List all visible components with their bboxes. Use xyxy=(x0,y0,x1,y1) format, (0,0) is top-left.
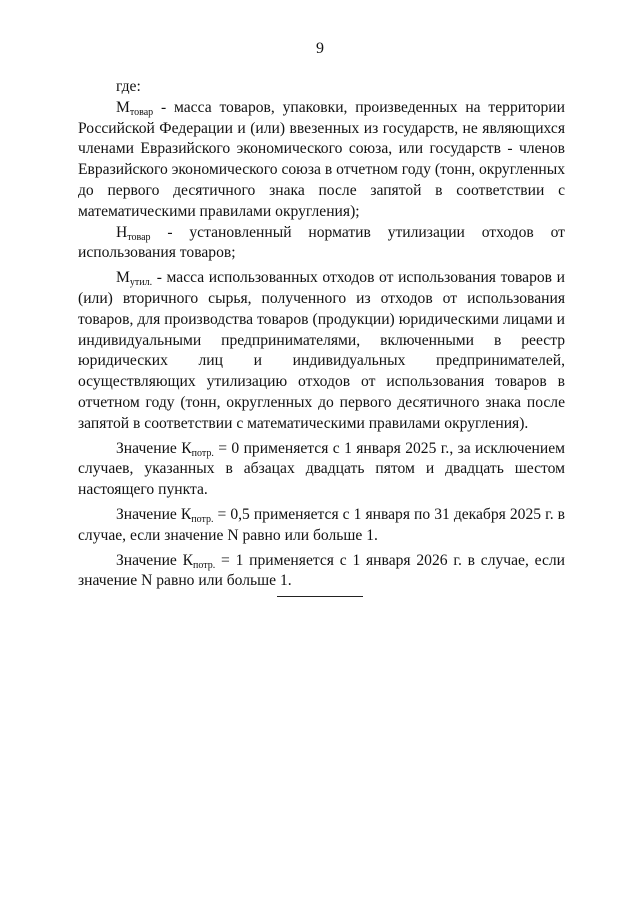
symbol-subscript: потр. xyxy=(193,559,216,571)
symbol-letter: М xyxy=(116,269,130,287)
definition-text: - масса товаров, упаковки, произведенных на территории Российской Федерации и (или) ввезенных из государств, не являющихся членами Евразийского экономического союза, или государств - членов Евразийского экономического союза в отчетном году (тонн, округленных до первого десятичного знака после запятой в соответствии с математическими правилами округления); xyxy=(78,98,565,220)
symbol-letter: Н xyxy=(116,223,128,241)
definition-text: - установленный норматив утилизации отходов от использования товаров; xyxy=(78,223,565,262)
definition-m-tovar xyxy=(78,98,565,223)
definition-text: - масса использованных отходов от использования товаров и (или) вторичного сырья, полученного из отходов от использования товаров, для производства товаров (продукции) юридическими лицами и индивидуальными предпринимателями, включенными в реестр юридических лиц и индивидуальных предпринимателей, осуществляющих утилизацию отходов от использования товаров в отчетном году (тонн, округленных до первого десятичного знака после запятой в соответствии с математическими правилами округления). xyxy=(78,269,565,432)
value-prefix: Значение xyxy=(116,505,181,523)
where-label: где: xyxy=(116,78,141,95)
symbol-subscript: потр. xyxy=(191,447,214,459)
value-text: = 0 применяется с 1 января 2025 г., за исключением случаев, указанных в абзацах двадцать пятом и двадцать шестом настоящего пункта. xyxy=(78,439,565,499)
value-k-0-paragraph xyxy=(78,439,565,501)
symbol-k-potr xyxy=(181,440,214,457)
symbol-subscript: потр. xyxy=(191,513,214,525)
symbol-letter: К xyxy=(182,551,194,569)
value-k-05-paragraph xyxy=(78,505,565,547)
symbol-n-tovar xyxy=(116,224,151,241)
symbol-subscript: утил. xyxy=(129,277,153,289)
symbol-subscript: товар xyxy=(127,231,151,243)
symbol-m-util xyxy=(116,269,153,289)
value-text: = 0,5 применяется с 1 января по 31 декабря 2025 г. в случае, если значение N равно или больше 1. xyxy=(78,505,565,544)
definition-m-util xyxy=(78,268,565,434)
symbol-k-potr xyxy=(183,552,216,569)
symbol-k-potr xyxy=(181,506,214,523)
symbol-subscript: товар xyxy=(129,106,154,118)
symbol-letter: К xyxy=(180,505,192,523)
definition-n-tovar xyxy=(78,223,565,265)
value-k-1-paragraph xyxy=(78,551,565,593)
symbol-letter: М xyxy=(116,98,130,116)
value-prefix: Значение xyxy=(116,551,183,569)
symbol-letter: К xyxy=(181,439,192,457)
page-number: 9 xyxy=(316,40,324,57)
value-text: = 1 применяется с 1 января 2026 г. в случае, если значение N равно или больше 1. xyxy=(78,551,565,590)
symbol-m-tovar xyxy=(116,99,153,116)
document-body xyxy=(78,77,565,592)
value-prefix: Значение xyxy=(116,439,182,457)
end-divider xyxy=(277,596,363,597)
